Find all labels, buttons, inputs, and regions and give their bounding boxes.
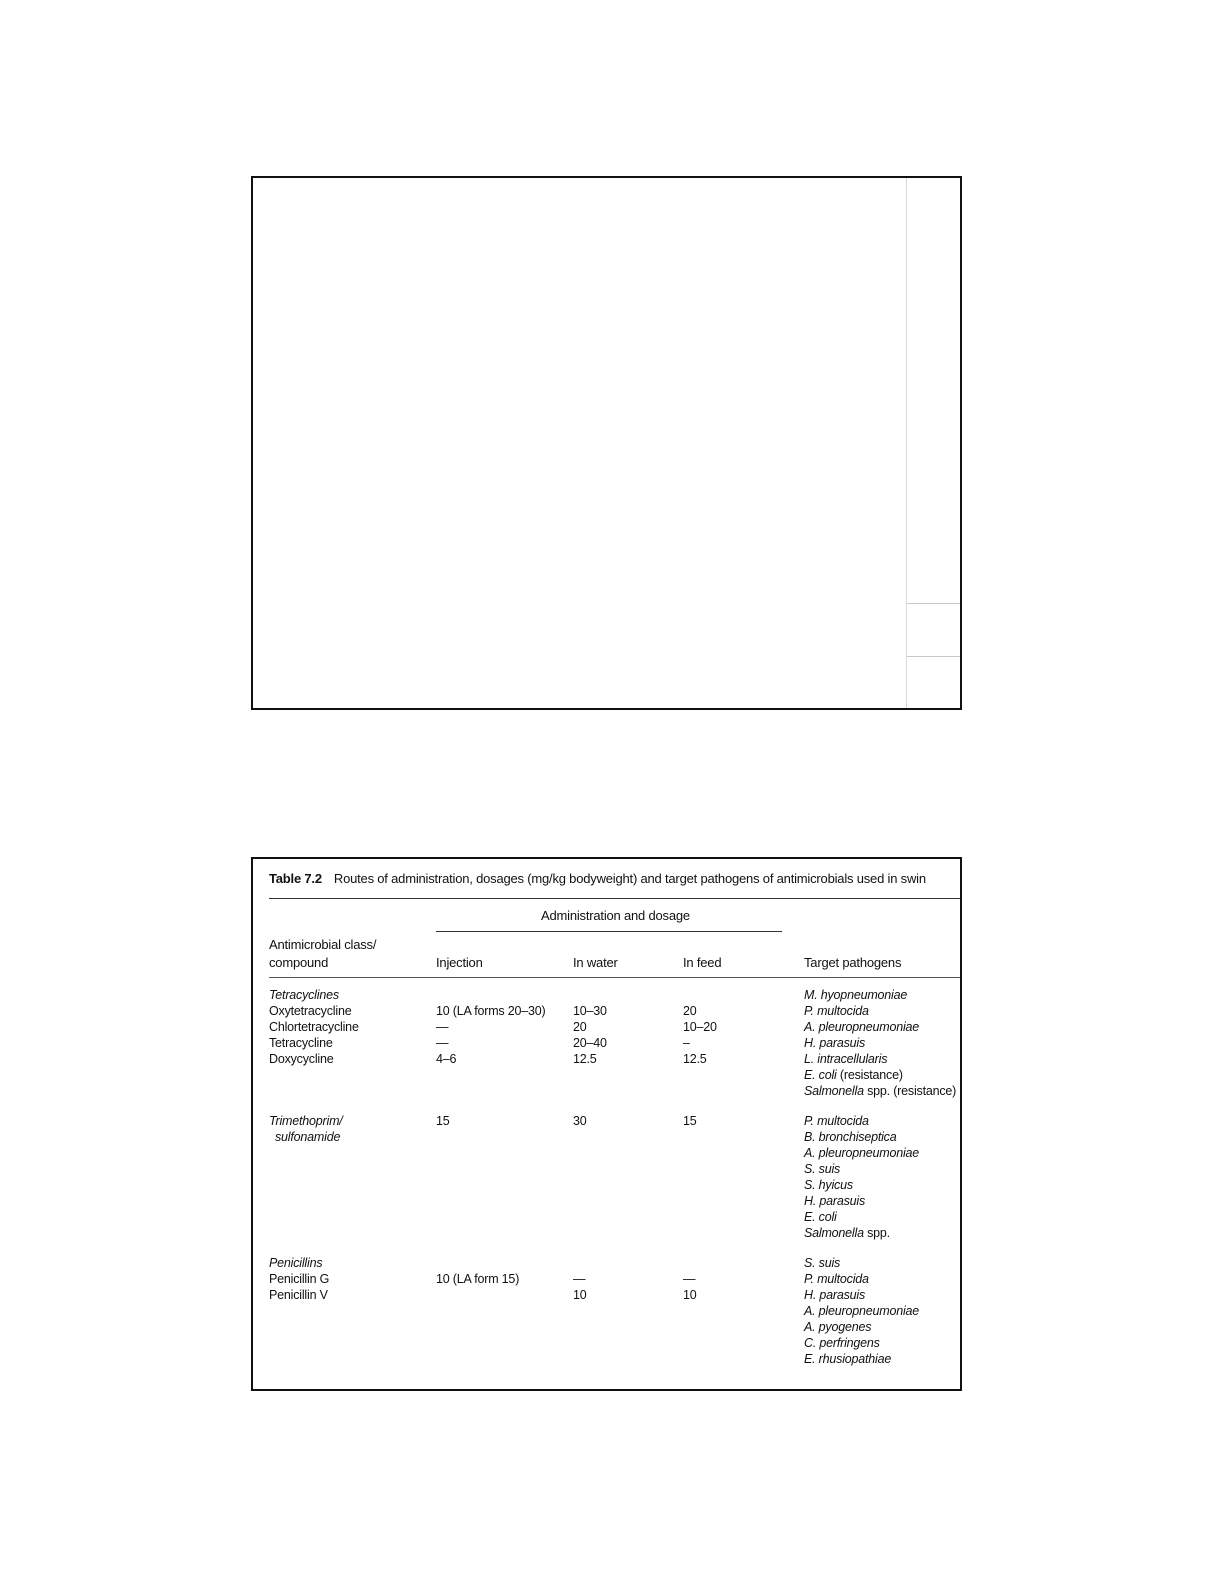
slide-table — [251, 857, 962, 1391]
table-caption — [269, 871, 926, 886]
compound-name: Oxytetracycline — [269, 1004, 352, 1018]
water-dose: — — [573, 1272, 586, 1286]
pathogen: E. coli (resistance) — [804, 1068, 903, 1082]
group-header-rule — [436, 931, 782, 932]
rail-divider — [907, 656, 960, 657]
water-dose: 10 — [573, 1288, 587, 1302]
injection-dose: — — [436, 1036, 449, 1050]
top-rule — [269, 898, 962, 899]
pathogen: H. parasuis — [804, 1288, 866, 1302]
col-header-pathogens: Target pathogens — [804, 955, 902, 970]
pathogen: S. suis — [804, 1162, 841, 1176]
injection-dose: — — [436, 1020, 449, 1034]
slide-blank — [251, 176, 962, 710]
class-tms-line2: sulfonamide — [275, 1130, 341, 1144]
compound-name: Penicillin V — [269, 1288, 328, 1302]
admin-dosage-header: Administration and dosage — [541, 908, 690, 923]
feed-dose: 12.5 — [683, 1052, 707, 1066]
water-dose: 20 — [573, 1020, 587, 1034]
table-label: Table 7.2 — [269, 871, 322, 886]
water-dose: 30 — [573, 1114, 587, 1128]
pathogen: A. pleuropneumoniae — [804, 1304, 920, 1318]
class-tetracyclines: Tetracyclines — [269, 988, 339, 1002]
compound-name: Doxycycline — [269, 1052, 334, 1066]
compound-name: Chlortetracycline — [269, 1020, 359, 1034]
injection-dose: 15 — [436, 1114, 450, 1128]
pathogen: A. pleuropneumoniae — [804, 1146, 920, 1160]
pathogen: Salmonella spp. — [804, 1226, 890, 1240]
feed-dose: 15 — [683, 1114, 697, 1128]
injection-dose: 4–6 — [436, 1052, 457, 1066]
pathogen: C. perfringens — [804, 1336, 880, 1350]
header-rule — [269, 977, 962, 978]
pathogen: P. multocida — [804, 1114, 869, 1128]
feed-dose: — — [683, 1272, 696, 1286]
class-tms-line1: Trimethoprim/ — [269, 1114, 343, 1128]
rail-divider — [907, 603, 960, 604]
pathogen: E. coli — [804, 1210, 837, 1224]
slide-side-rail — [906, 178, 960, 708]
col-header-water: In water — [573, 955, 618, 970]
table-caption-text: Routes of administration, dosages (mg/kg bodyweight) and target pathogens of antimicrobials used in swin — [333, 871, 926, 886]
feed-dose: – — [683, 1036, 690, 1050]
feed-dose: 20 — [683, 1004, 697, 1018]
compound-name: Tetracycline — [269, 1036, 333, 1050]
feed-dose: 10–20 — [683, 1020, 717, 1034]
pathogen: P. multocida — [804, 1004, 869, 1018]
pathogen: M. hyopneumoniae — [804, 988, 908, 1002]
pathogen: H. parasuis — [804, 1036, 866, 1050]
injection-dose: 10 (LA forms 20–30) — [436, 1004, 546, 1018]
col-header-compound-2: compound — [269, 955, 329, 970]
pathogen: A. pyogenes — [804, 1320, 872, 1334]
pathogen: A. pleuropneumoniae — [804, 1020, 920, 1034]
pathogen: B. bronchiseptica — [804, 1130, 897, 1144]
water-dose: 12.5 — [573, 1052, 597, 1066]
water-dose: 20–40 — [573, 1036, 607, 1050]
pathogen: L. intracellularis — [804, 1052, 888, 1066]
pathogen: S. suis — [804, 1256, 841, 1270]
col-header-feed: In feed — [683, 955, 722, 970]
feed-dose: 10 — [683, 1288, 697, 1302]
pathogen: S. hyicus — [804, 1178, 853, 1192]
pathogen: P. multocida — [804, 1272, 869, 1286]
col-header-compound-1: Antimicrobial class/ — [269, 937, 377, 952]
col-header-injection: Injection — [436, 955, 483, 970]
pathogen: E. rhusiopathiae — [804, 1352, 892, 1366]
water-dose: 10–30 — [573, 1004, 607, 1018]
injection-dose: 10 (LA form 15) — [436, 1272, 520, 1286]
compound-name: Penicillin G — [269, 1272, 330, 1286]
pathogen: H. parasuis — [804, 1194, 866, 1208]
pathogen: Salmonella spp. (resistance) — [804, 1084, 957, 1098]
class-penicillins: Penicillins — [269, 1256, 323, 1270]
